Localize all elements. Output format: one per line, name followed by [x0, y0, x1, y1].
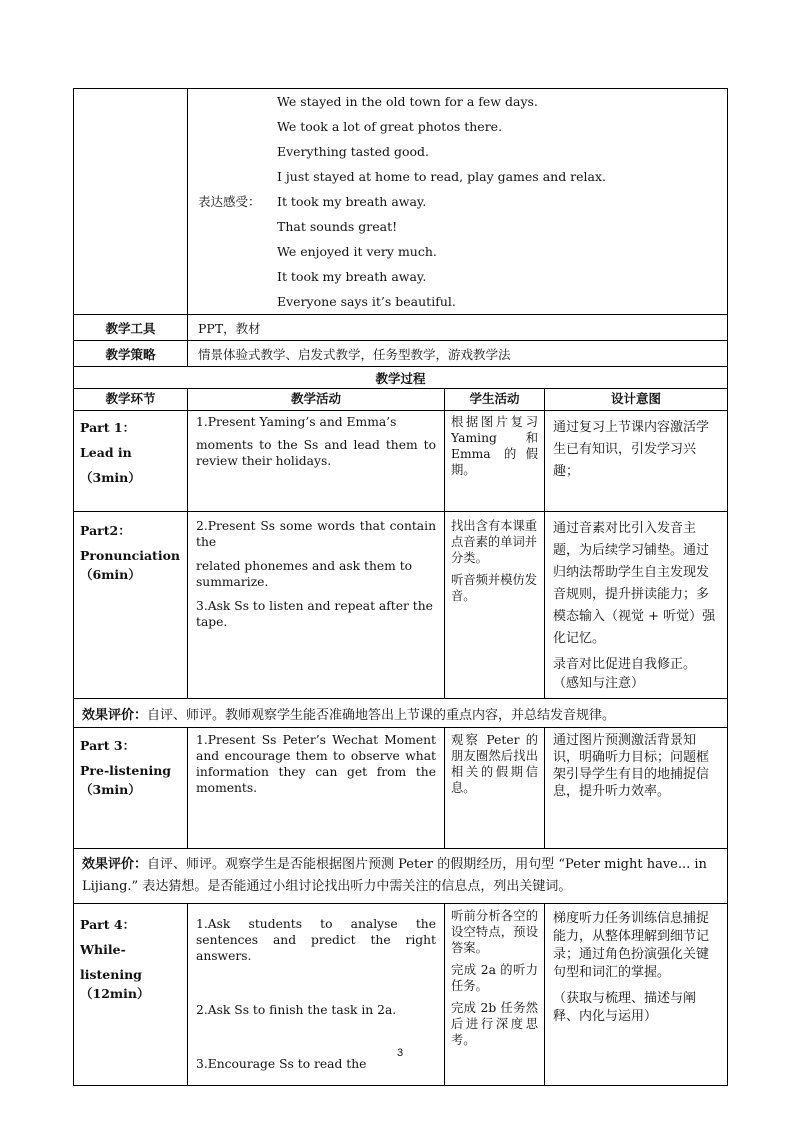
- stage-duration: （6min）: [80, 567, 141, 582]
- sentence: Everyone says it’s beautiful.: [277, 294, 456, 309]
- design-intent: （感知与注意）: [553, 676, 645, 691]
- design-intent: 通过图片预测激活背景知识，明确听力目标；问题框架引导学生有目的地捕捉信息，提升听力效率。: [545, 728, 728, 849]
- stage-name: Pronunciation: [80, 548, 180, 563]
- student-activity: 根据图片复习Yaming 和Emma 的假期。: [445, 411, 545, 512]
- activity-text: moments to the Ss and lead them to review their holidays.: [196, 438, 436, 468]
- design-intent: 通过复习上节课内容激活学生已有知识，引发学习兴趣；: [545, 411, 728, 512]
- activity-text: 2.Present Ss some words that contain the: [196, 519, 436, 549]
- strategy-label: 教学策略: [74, 341, 188, 367]
- lesson-plan-table: [73, 88, 728, 1086]
- activity-text: 1.Present Yaming’s and Emma’s: [196, 415, 397, 429]
- stage-label: Part 1：: [80, 420, 136, 435]
- design-intent: 梯度听力任务训练信息捕捉能力，从整体理解到细节记录；通过角色扮演强化关键句型和词汇的掌握。: [553, 911, 710, 980]
- stage-label: Part2：: [80, 523, 131, 538]
- activity-text: 3.Ask Ss to listen and repeat after the tape.: [196, 599, 433, 629]
- evaluation-label: 效果评价：: [82, 707, 148, 723]
- tools-value: PPT，教材: [188, 315, 728, 341]
- page-number: 3: [396, 1047, 404, 1059]
- sentence: Everything tasted good.: [277, 144, 430, 159]
- sentences-row: [74, 89, 728, 315]
- feeling-label: 表达感受：: [198, 194, 261, 209]
- stage-name: Lead in: [80, 445, 132, 460]
- student-activity: 找出含有本课重点音素的单词并分类。: [451, 519, 538, 565]
- design-intent: 通过音素对比引入发音主题，为后续学习铺垫。通过归纳法帮助学生自主发现发音规则，提升拼读能力；多模态输入（视觉 + 听觉）强化记忆。: [553, 521, 716, 646]
- evaluation-row: [74, 849, 728, 904]
- evaluation-row: [74, 699, 728, 728]
- column-header-row: [74, 389, 728, 411]
- sentence: It took my breath away.: [277, 269, 427, 284]
- tools-label: 教学工具: [74, 315, 188, 341]
- student-activity: 完成 2b 任务然后进行深度思考。: [451, 1001, 538, 1047]
- student-activity: 听前分析各空的设空特点，预设答案。: [451, 909, 538, 955]
- stage-duration: （12min）: [80, 986, 150, 1001]
- sentence: I just stayed at home to read, play games and relax.: [277, 169, 607, 184]
- evaluation-label: 效果评价：: [82, 857, 148, 872]
- tools-row: [74, 315, 728, 341]
- activity-text: 3.Encourage Ss to read the: [196, 1057, 367, 1071]
- activity-text: 2.Ask Ss to finish the task in 2a.: [196, 1003, 397, 1017]
- sentence: That sounds great!: [277, 219, 398, 234]
- activity-text: related phonemes and ask them to summarize.: [196, 559, 413, 589]
- process-title: 教学过程: [74, 367, 728, 389]
- sentence: We enjoyed it very much.: [277, 244, 437, 259]
- strategy-row: [74, 341, 728, 367]
- sentence: We stayed in the old town for a few days.: [277, 94, 538, 109]
- column-header: 学生活动: [445, 389, 545, 411]
- design-intent: 录音对比促进自我修正。: [553, 657, 697, 672]
- stage-duration: （3min）: [80, 470, 141, 485]
- student-activity: 听音频并模仿发音。: [451, 573, 538, 603]
- part2-row: [74, 512, 728, 699]
- process-title-row: [74, 367, 728, 389]
- student-activity: 观察 Peter 的朋友圈然后找出相关的假期信息。: [445, 728, 545, 849]
- column-header: 设计意图: [545, 389, 728, 411]
- part1-row: [74, 411, 728, 512]
- stage-label: Part 3：: [80, 738, 136, 753]
- column-header: 教学活动: [188, 389, 445, 411]
- design-intent: （获取与梳理、描述与阐释、内化与运用）: [553, 991, 697, 1024]
- stage-duration: （3min）: [80, 782, 141, 797]
- part3-row: [74, 728, 728, 849]
- stage-name: While-listening: [80, 942, 142, 982]
- activity-text: 1.Present Ss Peter’s Wechat Moment and encourage them to observe what information they can get from the moments.: [188, 728, 445, 849]
- student-activity: 完成 2a 的听力任务。: [451, 963, 538, 993]
- stage-name: Pre-listening: [80, 763, 172, 778]
- stage-label: Part 4：: [80, 917, 136, 932]
- strategy-value: 情景体验式教学、启发式教学，任务型教学，游戏教学法: [188, 341, 728, 367]
- evaluation-text: 自评、师评。教师观察学生能否准确地答出上节课的重点内容，并总结发音规律。: [147, 707, 616, 723]
- column-header: 教学环节: [74, 389, 188, 411]
- sentence: It took my breath away.: [277, 194, 427, 209]
- activity-text: 1.Ask students to analyse the sentences and predict the right answers.: [196, 917, 436, 963]
- sentence: We took a lot of great photos there.: [277, 119, 503, 134]
- evaluation-text: 自评、师评。观察学生是否能根据图片预测 Peter 的假期经历，用句型 “Peter might have... in Lijiang.” 表达猜想。是否能通过小组讨论找出听力中需关注的信息点，列出关键词。: [82, 857, 707, 894]
